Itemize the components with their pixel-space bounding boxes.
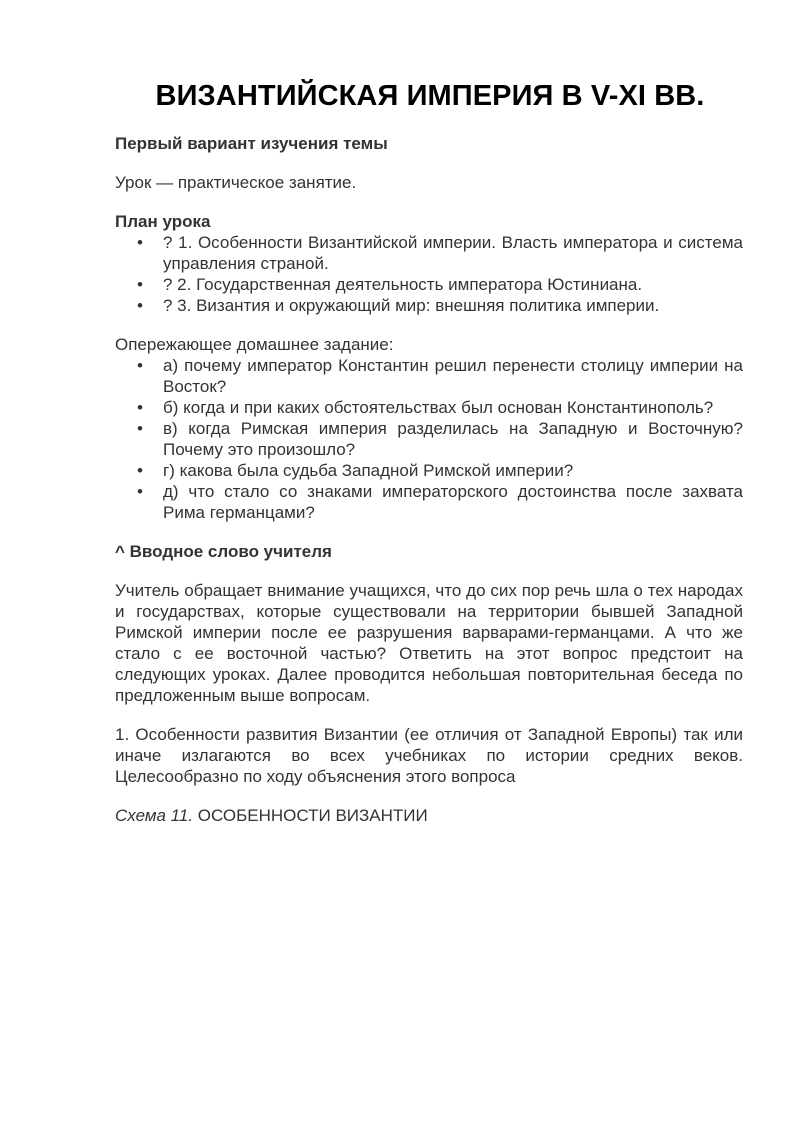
scheme-title: ОСОБЕННОСТИ ВИЗАНТИИ [193, 806, 428, 825]
plan-item-text: ? 3. Византия и окружающий мир: внешняя политика империи. [163, 296, 660, 315]
plan-list-item [115, 295, 743, 316]
plan-item-text: ? 2. Государственная деятельность императора Юстиниана. [163, 275, 643, 294]
homework-list-item [115, 481, 743, 523]
document-title: ВИЗАНТИЙСКАЯ ИМПЕРИЯ В V-XI ВВ. [155, 80, 705, 112]
bullet-icon: • [137, 233, 143, 252]
intro-paragraph: Учитель обращает внимание учащихся, что до сих пор речь шла о тех народах и государствах, которые существовали на территории бывшей Западной Римской империи после ее разрушения варварами-германцами. А что же стало с ее восточной частью? Ответить на этот вопрос предстоит на следующих уроках. Далее проводится небольшая повторительная беседа по предложенным выше вопросам. [115, 581, 743, 705]
plan-list-item [115, 274, 743, 295]
bullet-icon: • [137, 296, 143, 315]
bullet-icon: • [137, 461, 143, 480]
scheme-caption [115, 805, 743, 826]
homework-heading: Опережающее домашнее задание: [115, 335, 394, 354]
plan-heading: План урока [115, 212, 211, 231]
bullet-icon: • [137, 419, 143, 438]
lesson-type-text: Урок — практическое занятие. [115, 173, 357, 192]
homework-item-text: г) какова была судьба Западной Римской империи? [163, 461, 574, 480]
bullet-icon: • [137, 398, 143, 417]
bullet-icon: • [137, 482, 143, 501]
homework-item-text: б) когда и при каких обстоятельствах был основан Константинополь? [163, 398, 714, 417]
homework-item-text: а) почему император Константин решил перенести столицу империи на Восток? [163, 356, 743, 396]
features-paragraph: 1. Особенности развития Византии (ее отличия от Западной Европы) так или иначе излагаются во всех учебниках по истории средних веков. Целесообразно по ходу объяснения этого вопроса [115, 725, 743, 786]
plan-list [115, 232, 743, 316]
homework-item-text: в) когда Римская империя разделилась на Западную и Восточную? Почему это произошло? [163, 419, 743, 459]
homework-item-text: д) что стало со знаками императорского достоинства после захвата Рима германцами? [163, 482, 743, 522]
bullet-icon: • [137, 356, 143, 375]
intro-heading: ^ Вводное слово учителя [115, 542, 332, 561]
plan-item-text: ? 1. Особенности Византийской империи. Власть императора и система управления страной. [163, 233, 743, 273]
homework-list-item [115, 460, 743, 481]
homework-list-item [115, 418, 743, 460]
variant-heading: Первый вариант изучения темы [115, 134, 388, 153]
plan-list-item [115, 232, 743, 274]
homework-list [115, 355, 743, 523]
scheme-label: Схема 11. [115, 806, 194, 825]
homework-list-item [115, 355, 743, 397]
bullet-icon: • [137, 275, 143, 294]
document-page [115, 0, 743, 826]
homework-list-item [115, 397, 743, 418]
